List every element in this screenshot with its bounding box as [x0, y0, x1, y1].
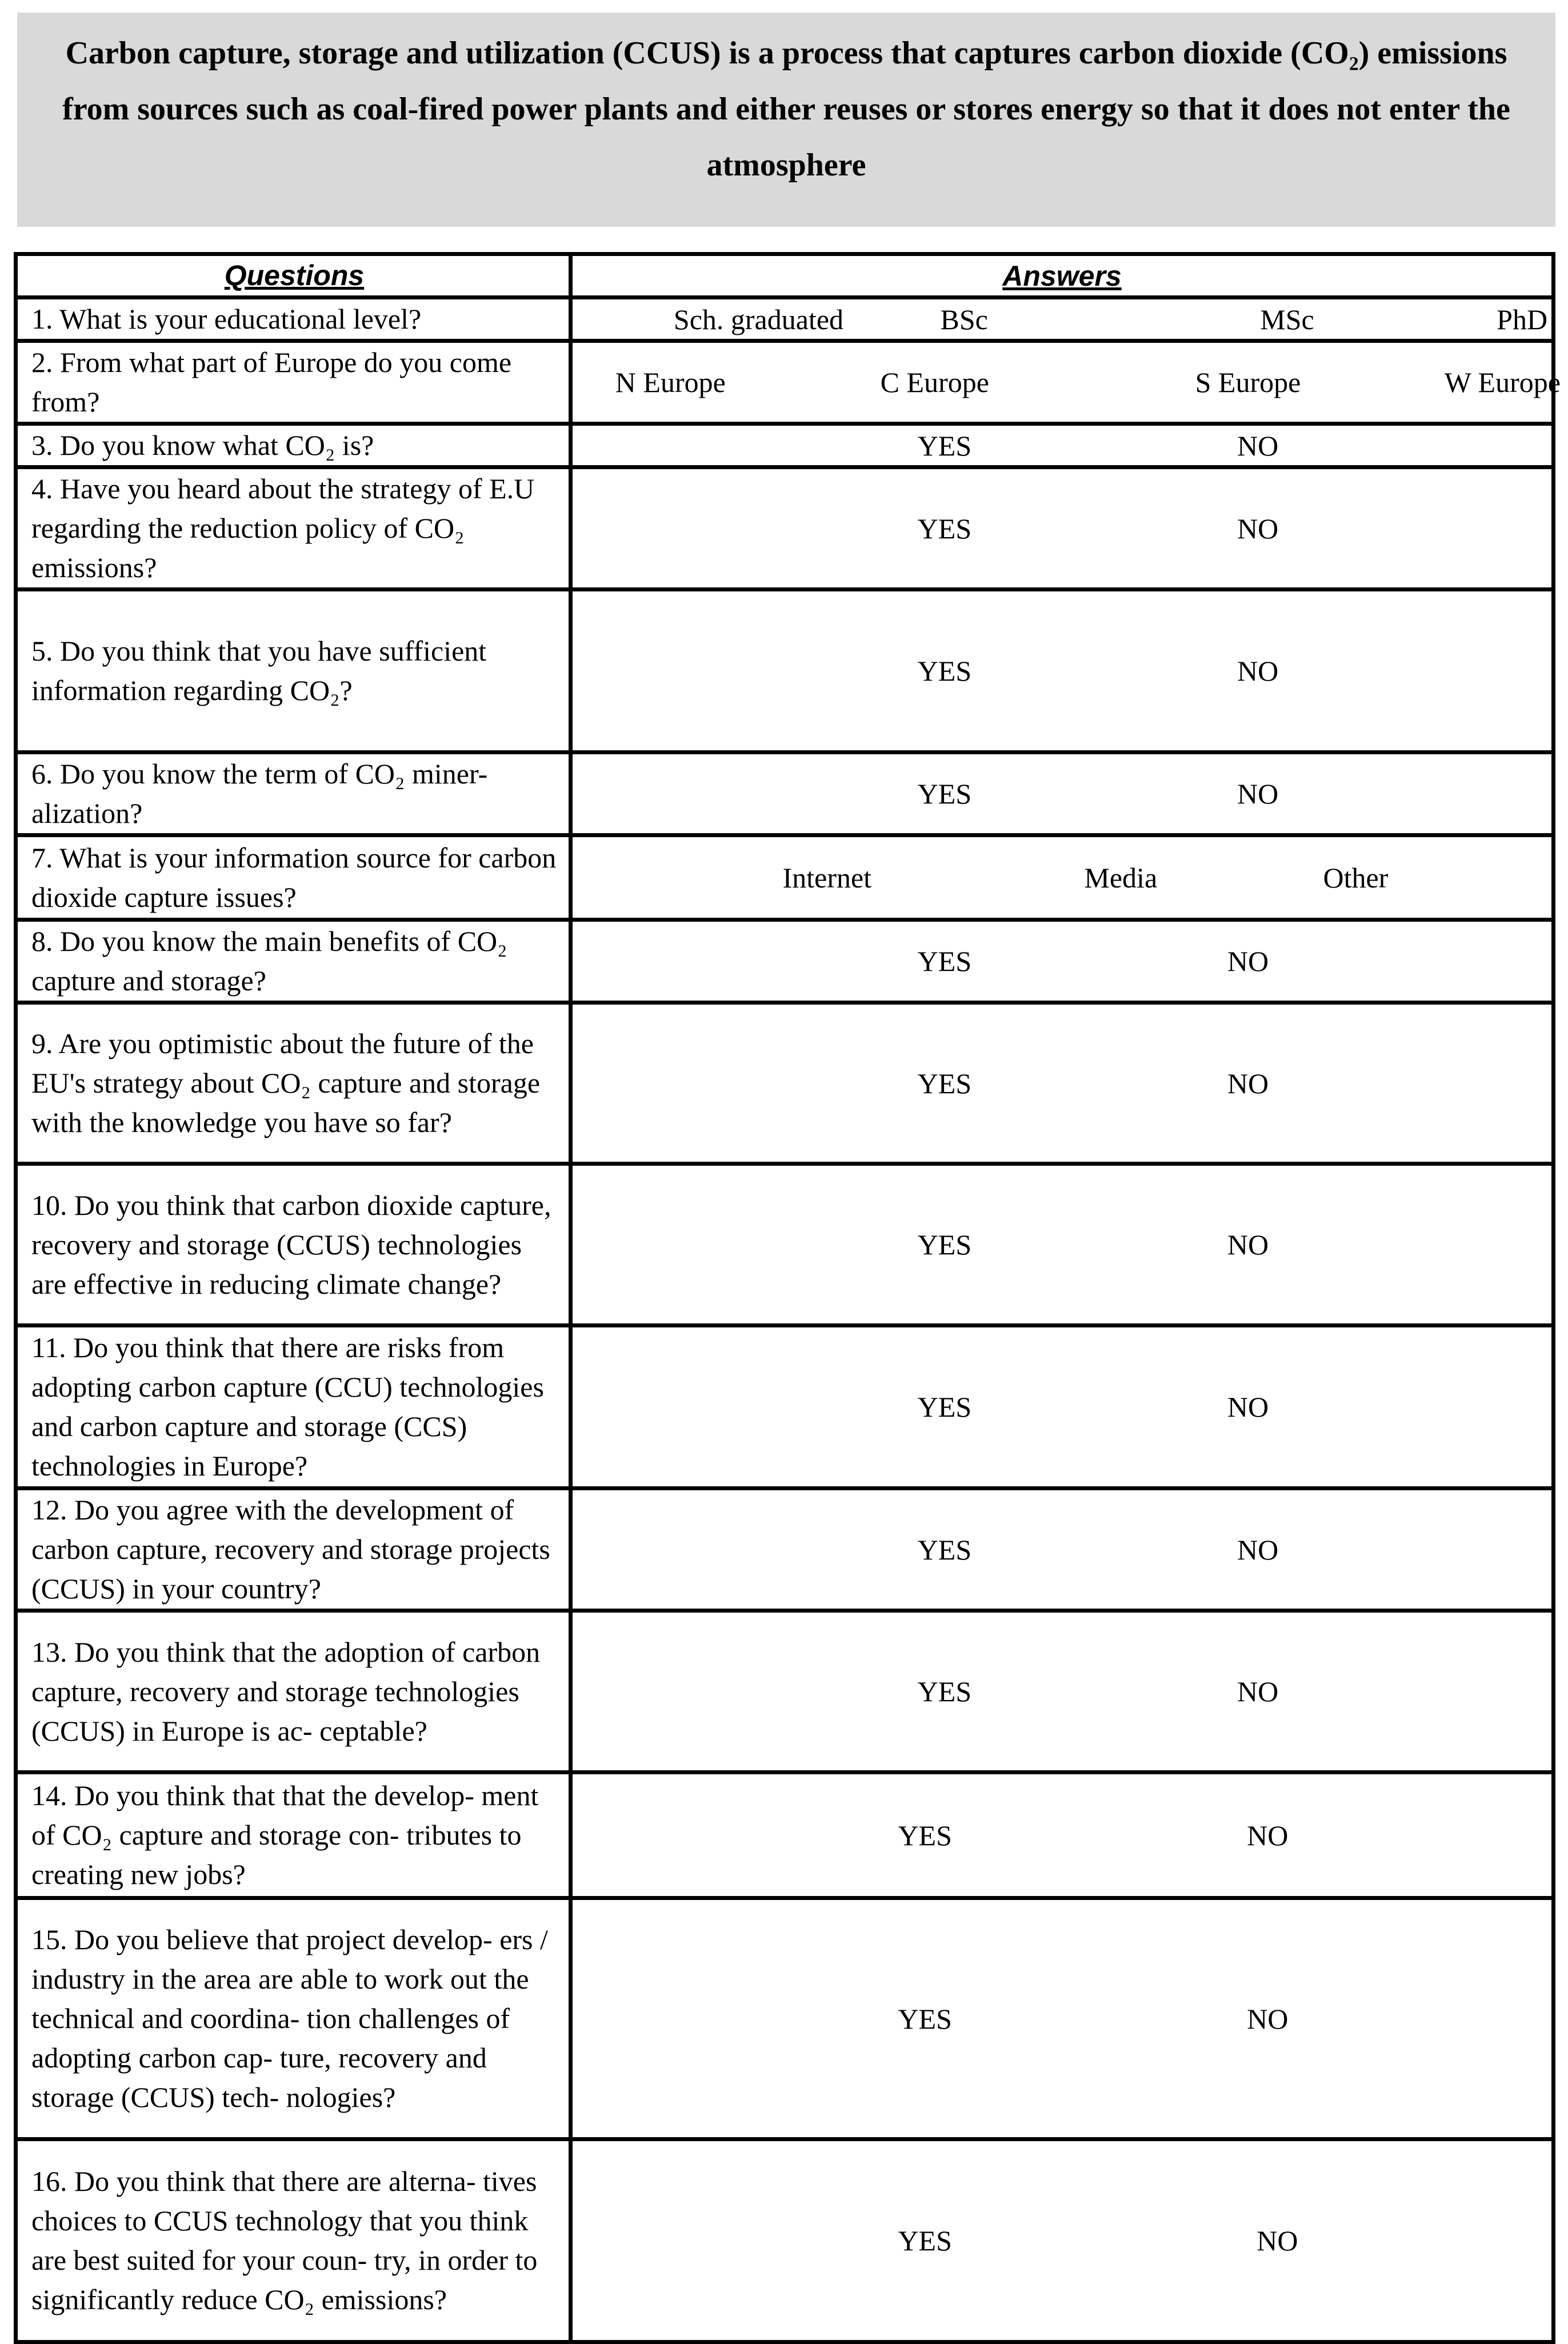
- answer-option[interactable]: NO: [1237, 1675, 1279, 1707]
- answer-option[interactable]: YES: [917, 512, 972, 545]
- table-header-row: [16, 254, 1554, 298]
- answer-option[interactable]: NO: [1247, 2002, 1289, 2035]
- answer-option[interactable]: YES: [917, 778, 972, 810]
- answer-option[interactable]: NO: [1227, 945, 1269, 977]
- answer-option[interactable]: MSc: [1260, 303, 1314, 335]
- question-cell: [16, 1164, 571, 1326]
- answer-option[interactable]: NO: [1227, 1229, 1269, 1261]
- answer-options-cell: [571, 298, 1554, 341]
- header-questions: [16, 254, 571, 298]
- question-text: 11. Do you think that there are risks from adopting carbon capture (CCU) technologies and carbon capture and storage (CCS) technologies in Europe?: [31, 1331, 544, 1482]
- question-cell: [16, 298, 571, 341]
- answer-option[interactable]: YES: [917, 1067, 972, 1099]
- answer-option[interactable]: NO: [1257, 2225, 1298, 2257]
- table-row: [16, 590, 1554, 753]
- answer-option[interactable]: Media: [1084, 861, 1158, 894]
- table-row: [16, 467, 1554, 590]
- answer-option[interactable]: YES: [917, 655, 972, 687]
- question-cell: [16, 467, 571, 590]
- answer-option[interactable]: N Europe: [615, 366, 726, 398]
- question-text: 4. Have you heard about the strategy of E.U regarding the reduction policy of CO₂ emissions?: [31, 473, 535, 583]
- table-row: [16, 920, 1554, 1003]
- question-text: 13. Do you think that the adoption of carbon capture, recovery and storage technologies (CCUS) in Europe is ac- ceptable?: [31, 1635, 541, 1747]
- answer-options-cell: [571, 1611, 1554, 1773]
- header-answers-label: Answers: [1002, 259, 1122, 292]
- answer-option[interactable]: NO: [1237, 512, 1279, 545]
- intro-banner: [17, 13, 1555, 227]
- question-cell: [16, 1489, 571, 1611]
- question-cell: [16, 2139, 571, 2342]
- answer-option[interactable]: YES: [917, 1229, 972, 1261]
- answer-option[interactable]: YES: [898, 2225, 952, 2257]
- answer-option[interactable]: S Europe: [1195, 366, 1301, 398]
- answer-option[interactable]: YES: [917, 945, 972, 977]
- table-row: [16, 835, 1554, 920]
- table-row: [16, 1898, 1554, 2139]
- answer-options-cell: [571, 920, 1554, 1003]
- question-cell: [16, 1611, 571, 1773]
- answer-option[interactable]: Sch. graduated: [673, 303, 844, 335]
- answer-options-cell: [571, 467, 1554, 590]
- answer-options-cell: [571, 1773, 1554, 1898]
- table-row: [16, 2139, 1554, 2342]
- answer-options-cell: [571, 1326, 1554, 1489]
- answer-option[interactable]: PhD: [1497, 303, 1548, 335]
- answer-option[interactable]: NO: [1237, 778, 1279, 810]
- header-answers: [571, 254, 1554, 298]
- question-text: 8. Do you know the main benefits of CO₂ capture and storage?: [31, 925, 507, 997]
- intro-text: Carbon capture, storage and utilization (CCUS) is a process that captures carbon dioxide (CO₂) emissions from sources such as coal-fired power plants and either reuses or stores energy so that it does not enter the atmosphere: [62, 35, 1510, 183]
- question-cell: [16, 1898, 571, 2139]
- question-text: 9. Are you optimistic about the future of the EU's strategy about CO₂ capture and storage with the knowledge you have so far?: [31, 1027, 541, 1138]
- answer-options-cell: [571, 590, 1554, 753]
- question-cell: [16, 920, 571, 1003]
- answer-option[interactable]: C Europe: [880, 366, 989, 398]
- answer-options-cell: [571, 753, 1554, 835]
- question-text: 16. Do you think that there are alterna- tives choices to CCUS technology that you think are best suited for your coun- try, in order to significantly reduce CO₂ emissions?: [31, 2165, 538, 2315]
- answer-option[interactable]: NO: [1237, 1533, 1279, 1566]
- question-text: 14. Do you think that that the develop- ment of CO₂ capture and storage con- tributes to creating new jobs?: [31, 1779, 539, 1890]
- header-questions-label: Questions: [224, 259, 365, 291]
- answer-option[interactable]: NO: [1227, 1067, 1269, 1099]
- question-cell: [16, 590, 571, 753]
- table-row: [16, 1489, 1554, 1611]
- question-text: 2. From what part of Europe do you come from?: [31, 346, 512, 418]
- question-text: 15. Do you believe that project develop- ers / industry in the area are able to work out the technical and coordina- tion challenges of adopting carbon cap- ture, recovery and storage (CCUS) tech- nologies?: [31, 1923, 548, 2113]
- questionnaire-table: [14, 252, 1561, 2344]
- table-row: [16, 1164, 1554, 1326]
- answer-options-cell: [571, 1164, 1554, 1326]
- answer-option[interactable]: NO: [1227, 1391, 1269, 1423]
- question-text: 3. Do you know what CO₂ is?: [31, 429, 374, 461]
- question-text: 7. What is your information source for carbon dioxide capture issues?: [31, 841, 557, 913]
- answer-options-cell: [571, 1898, 1554, 2139]
- answer-options-cell: [571, 835, 1554, 920]
- answer-options-cell: [571, 424, 1554, 467]
- question-cell: [16, 1773, 571, 1898]
- answer-option[interactable]: YES: [917, 1391, 972, 1423]
- answer-options-cell: [571, 341, 1561, 424]
- answer-options-cell: [571, 2139, 1554, 2342]
- question-text: 6. Do you know the term of CO₂ miner- alization?: [31, 758, 488, 829]
- answer-option[interactable]: YES: [898, 1819, 952, 1851]
- table-row: [16, 1326, 1554, 1489]
- answer-options-cell: [571, 1489, 1554, 1611]
- question-text: 1. What is your educational level?: [31, 303, 422, 335]
- table-row: [16, 753, 1554, 835]
- table-row: [16, 1003, 1554, 1164]
- table-row: [16, 424, 1554, 467]
- answer-option[interactable]: Internet: [782, 861, 872, 894]
- table-row: [16, 1611, 1554, 1773]
- table-row: [16, 298, 1554, 341]
- question-cell: [16, 1003, 571, 1164]
- question-cell: [16, 835, 571, 920]
- question-text: 10. Do you think that carbon dioxide capture, recovery and storage (CCUS) technologies are effective in reducing climate change?: [31, 1189, 551, 1300]
- answer-options-cell: [571, 1003, 1554, 1164]
- answer-option[interactable]: Other: [1323, 861, 1389, 894]
- answer-option[interactable]: YES: [917, 1675, 972, 1707]
- question-text: 5. Do you think that you have sufficient information regarding CO₂?: [31, 635, 487, 706]
- answer-option[interactable]: YES: [898, 2002, 952, 2035]
- table-row: [16, 1773, 1554, 1898]
- question-text: 12. Do you agree with the development of carbon capture, recovery and storage projects (CCUS) in your country?: [31, 1494, 550, 1605]
- answer-option[interactable]: YES: [917, 429, 972, 462]
- answer-option[interactable]: W Europe: [1444, 366, 1561, 398]
- question-cell: [16, 341, 571, 424]
- question-cell: [16, 753, 571, 835]
- answer-option[interactable]: BSc: [940, 303, 988, 335]
- table-row: [16, 341, 1554, 424]
- answer-option[interactable]: NO: [1247, 1819, 1289, 1851]
- answer-option[interactable]: YES: [917, 1533, 972, 1566]
- question-cell: [16, 1326, 571, 1489]
- answer-option[interactable]: NO: [1237, 429, 1279, 462]
- answer-option[interactable]: NO: [1237, 655, 1279, 687]
- question-cell: [16, 424, 571, 467]
